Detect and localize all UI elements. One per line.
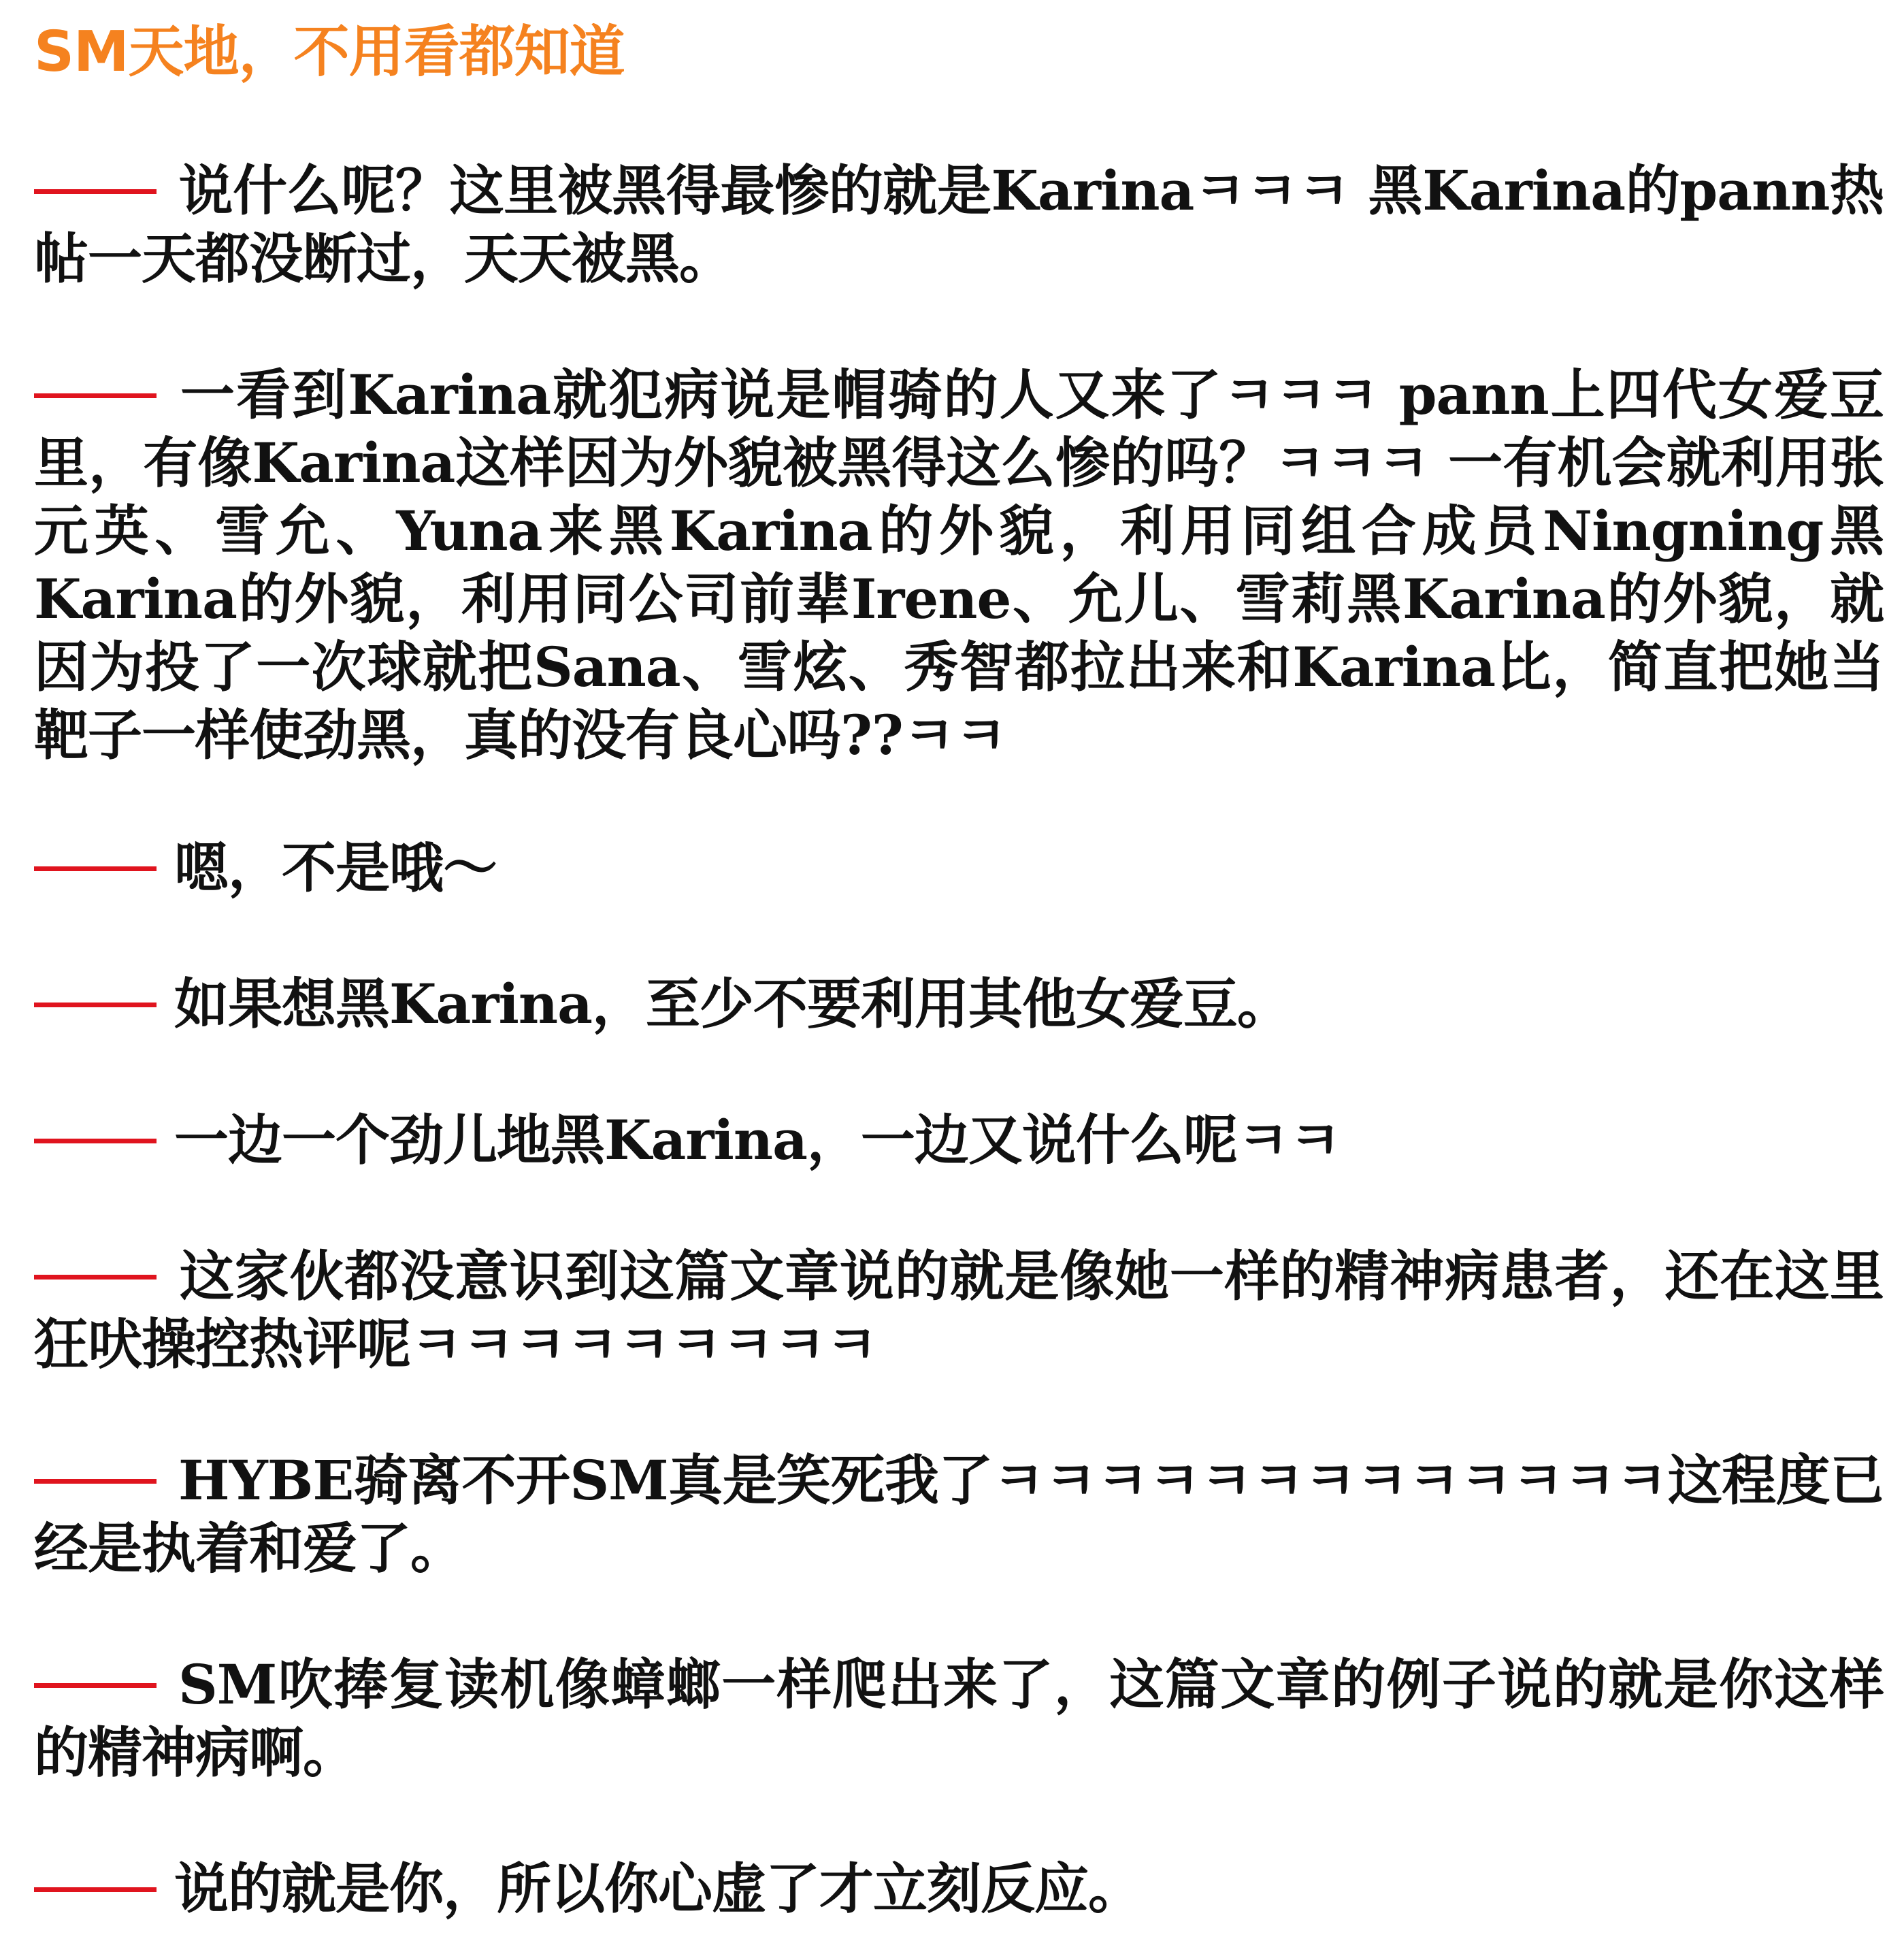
comment-text: 这家伙都没意识到这篇文章说的就是像她一样的精神病患者，还在这里狂吠操控热评呢ㅋㅋㅋㅋㅋㅋㅋㅋㅋ xyxy=(34,1244,1884,1376)
comment-text: 一看到Karina就犯病说是帽骑的人又来了ㅋㅋㅋ pann上四代女爱豆里，有像Karina这样因为外貌被黑得这么惨的吗？ㅋㅋㅋ 一有机会就利用张元英、雪允、Yuna来黑Karina的外貌，利用同组合成员Ningning黑Karina的外貌，利用同公司前辈Irene、允儿、雪莉黑Karina的外貌，就因为投了一次球就把Sana、雪炫、秀智都拉出来和Karina比，简直把她当靶子一样使劲黑，真的没有良心吗??ㅋㅋ xyxy=(34,363,1884,767)
red-dash-icon xyxy=(34,1139,157,1143)
comment-text: 如果想黑Karina，至少不要利用其他女爱豆。 xyxy=(174,972,1291,1036)
comment-text: SM吹捧复读机像蟑螂一样爬出来了，这篇文章的例子说的就是你这样的精神病啊。 xyxy=(34,1652,1884,1785)
comment-1 xyxy=(34,157,1884,293)
red-dash-icon xyxy=(34,1275,157,1280)
red-dash-icon xyxy=(34,1683,157,1688)
comment-5 xyxy=(34,1106,1884,1174)
comment-text: 说的就是你，所以你心虚了才立刻反应。 xyxy=(174,1857,1142,1921)
comment-text: HYBE骑离不开SM真是笑死我了ㅋㅋㅋㅋㅋㅋㅋㅋㅋㅋㅋㅋㅋ这程度已经是执着和爱了。 xyxy=(34,1448,1884,1580)
comment-6 xyxy=(34,1242,1884,1378)
comment-9 xyxy=(34,1855,1884,1923)
comment-text: 嗯，不是哦～ xyxy=(174,836,497,900)
red-dash-icon xyxy=(34,1479,157,1484)
comment-8 xyxy=(34,1650,1884,1787)
red-dash-icon xyxy=(34,189,157,194)
page-title: SM天地，不用看都知道 xyxy=(34,20,625,84)
comment-text: 一边一个劲儿地黑Karina，一边又说什么呢ㅋㅋ xyxy=(174,1108,1341,1172)
red-dash-icon xyxy=(34,393,157,398)
comment-4 xyxy=(34,970,1884,1038)
comment-7 xyxy=(34,1446,1884,1582)
comment-2 xyxy=(34,361,1884,769)
comment-3 xyxy=(34,834,1884,902)
comment-text: 说什么呢？这里被黑得最惨的就是Karinaㅋㅋㅋ 黑Karina的pann热帖一天都没断过，天天被黑。 xyxy=(34,159,1884,291)
red-dash-icon xyxy=(34,866,157,871)
red-dash-icon xyxy=(34,1003,157,1007)
red-dash-icon xyxy=(34,1887,157,1892)
